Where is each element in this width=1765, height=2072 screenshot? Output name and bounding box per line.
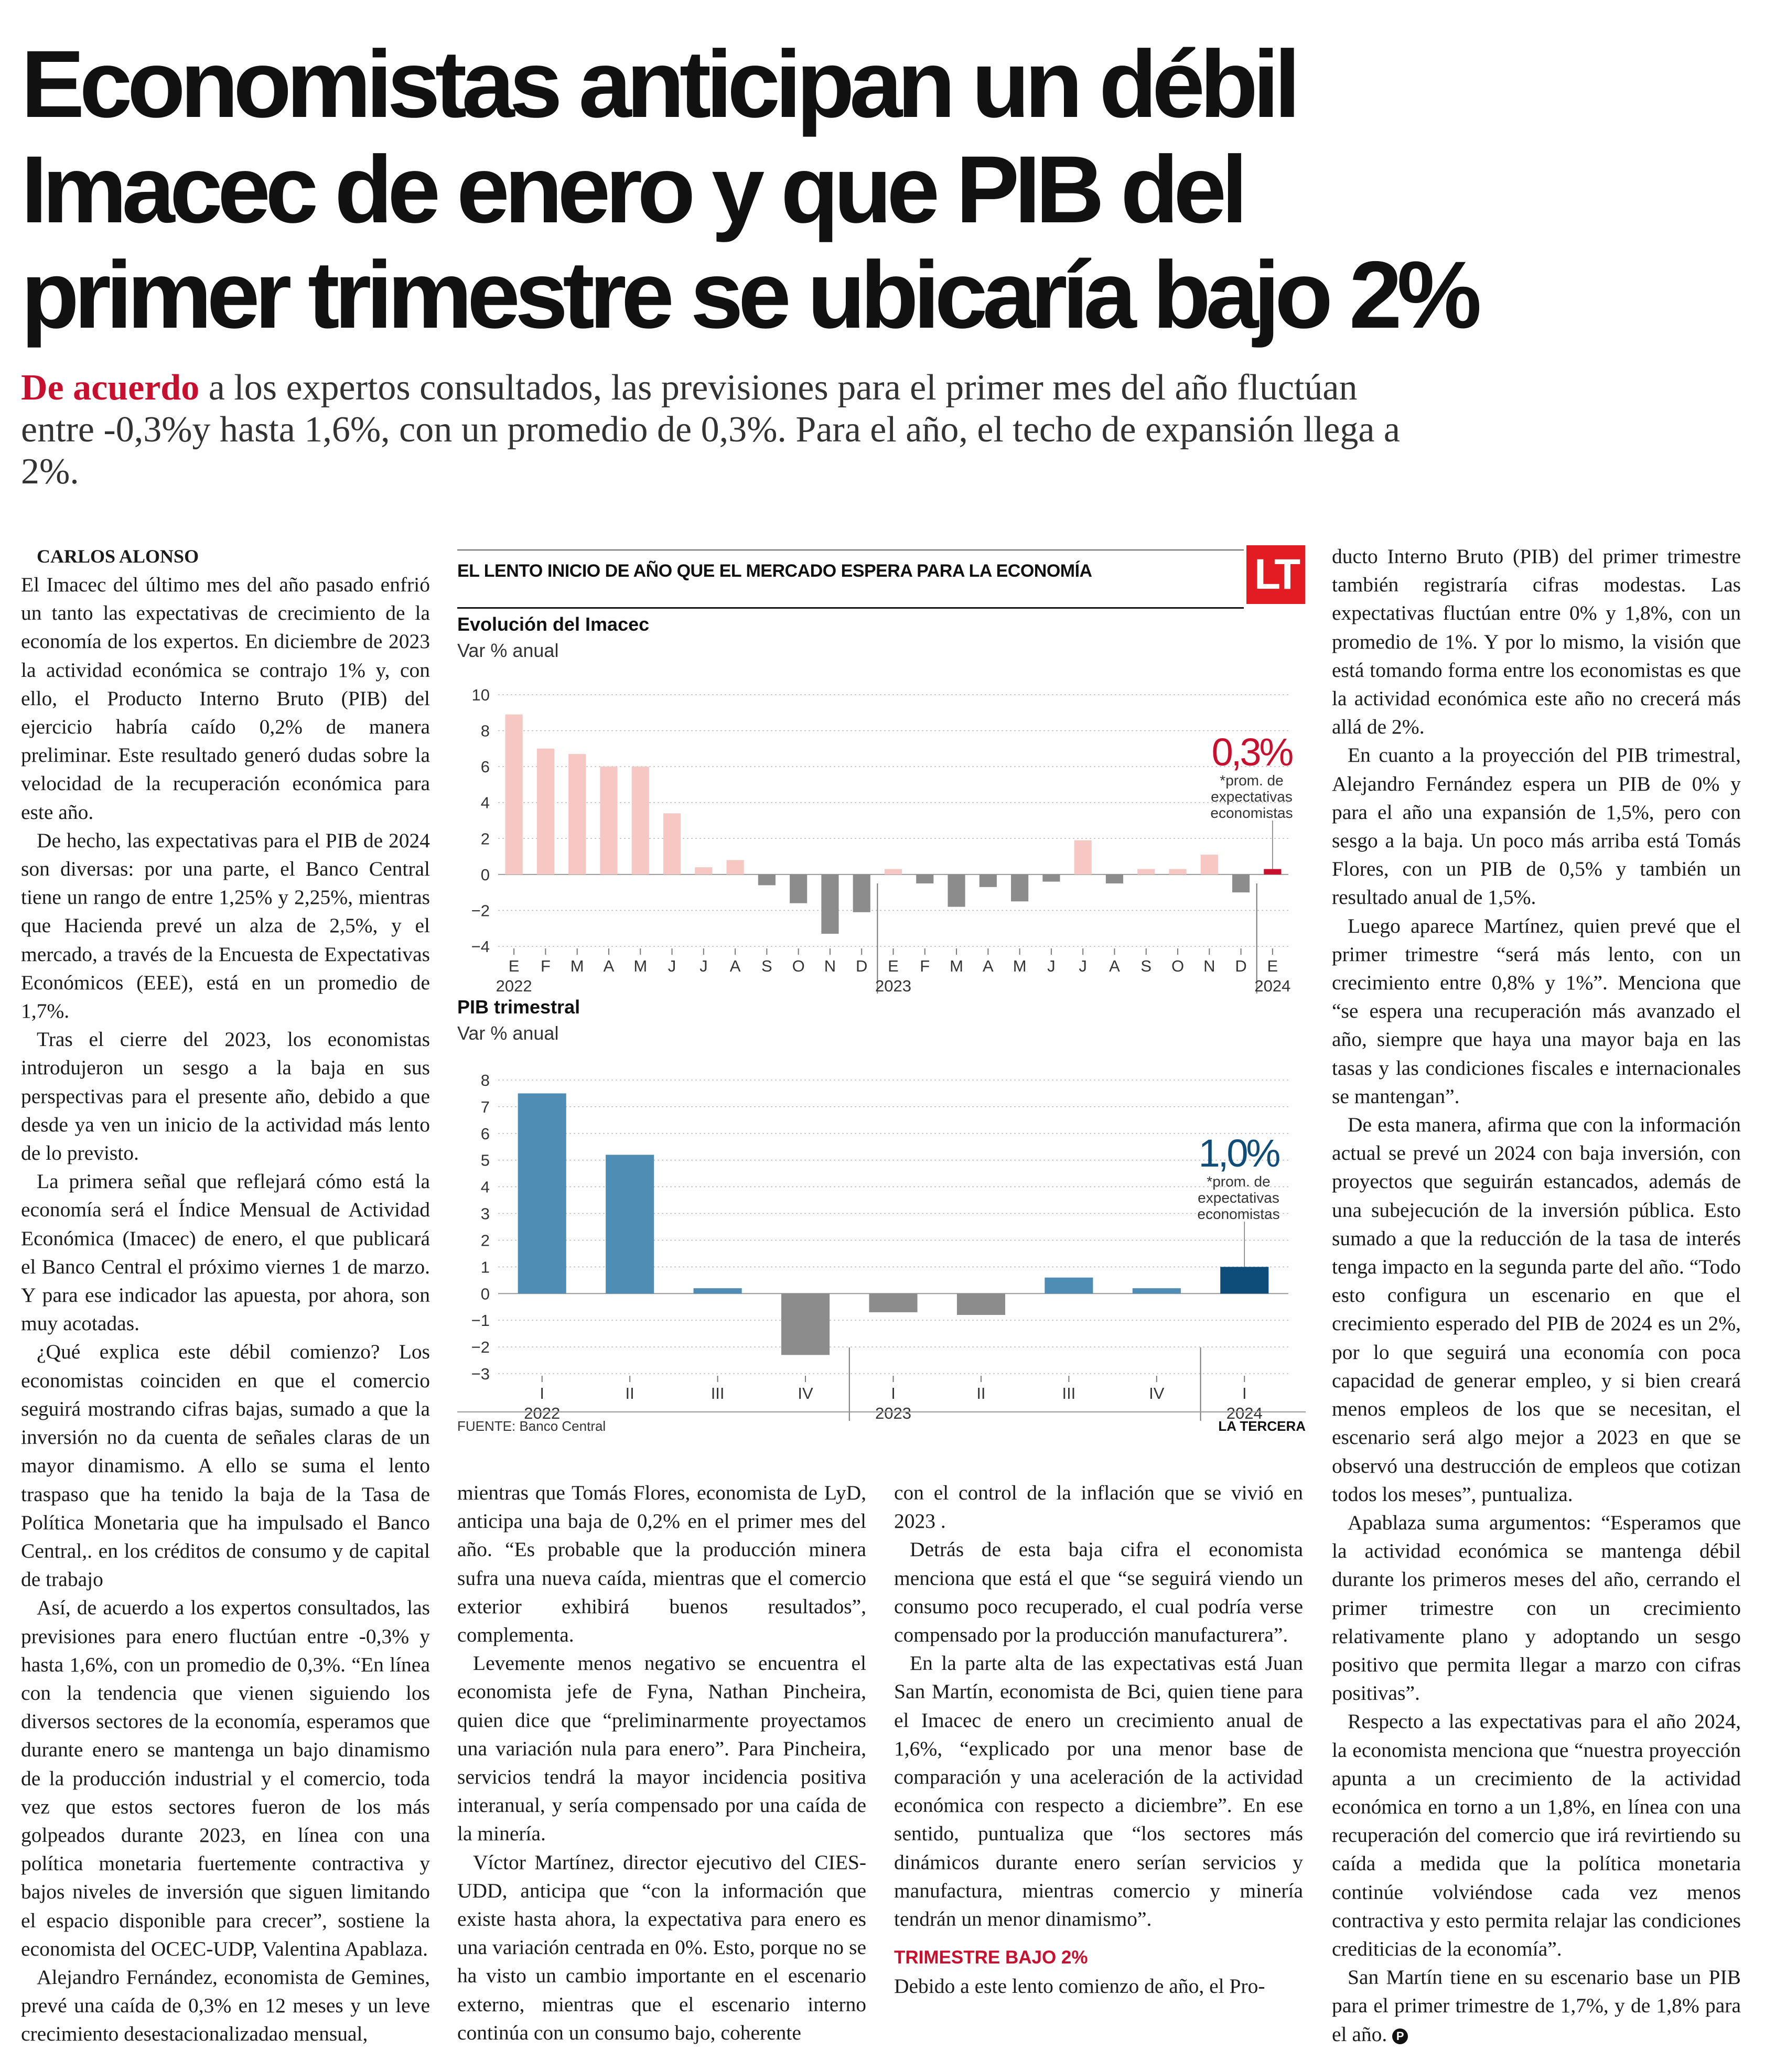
bar (694, 1288, 742, 1293)
pib-chart-title: PIB trimestral (457, 996, 580, 1018)
bar (758, 875, 776, 886)
y-tick-label: 4 (480, 793, 490, 812)
graphic-brand: LA TERCERA (1218, 1418, 1306, 1434)
paragraph: Respecto a las expectativas para el año 2024, la economista menciona que “nuestra proyección apunta a un crecimiento de la actividad económica en torno a un 1,8%, en línea con una recuperación del comercio que irá revirtiendo su caída a medida que la política monetaria continúe volviéndose cada vez menos contractiva y esto permita relajar las condiciones crediticias de la economía”. (1332, 1710, 1741, 1960)
annotation-note: *prom. de (1220, 772, 1284, 789)
bar (1045, 1278, 1093, 1294)
bar (1264, 869, 1281, 875)
x-tick-label: D (856, 957, 868, 975)
bar (727, 860, 744, 874)
bar (885, 869, 902, 875)
x-tick-label: I (1242, 1384, 1247, 1402)
annotation-value: 1,0% (1198, 1131, 1279, 1175)
paragraph: En la parte alta de las expectativas está Juan San Martín, economista de Bci, quien tiene para el Imacec de enero un crecimiento anual de 1,6%, “explicado por una menor base de comparación y una aceleración de la actividad económica con respecto a diciembre”. En ese sentido, puntualiza que “los sectores más dinámicos durante enero serían servicios y manufactura, mientras comercio y minería tendrán un menor dinamismo”. (894, 1652, 1303, 1931)
x-tick-label: A (982, 957, 994, 975)
y-tick-label: 2 (480, 829, 490, 848)
bar (948, 875, 965, 907)
y-tick-label: 1 (480, 1258, 490, 1277)
bar (537, 749, 554, 875)
year-label: 2022 (524, 1404, 561, 1422)
x-tick-label: J (1047, 957, 1056, 975)
paragraph: ducto Interno Bruto (PIB) del primer trimestre también registraría cifras modestas. Las expectativas fluctúan entre 0% y 1,8%, con un promedio de 1%. Y por lo mismo, la visión que está tomando forma entre los economistas es que la actividad económica este año no crecerá más allá de 2%. (1332, 545, 1741, 739)
paragraph: De esta manera, afirma que con la información actual se prevé un 2024 con baja inversión, con proyectos que seguirán estancados, además de una subejecución de la inversión pública. Esto sumado a que la reducción de la tasa de interés tenga impacto en la segunda parte del año. “Todo esto configura un escenario en que el crecimiento esperado del PIB de 2024 es un 2%, por lo que seguirá una economía con poca capacidad de generar empleo, y si bien creará menos empleos de los que se necesitan, el escenario será algo mejor a 2023 en que se observó una destrucción de empleos que cotizan todos los meses”, puntualiza. (1332, 1113, 1741, 1506)
paragraph: Levemente menos negativo se encuentra el economista jefe de Fyna, Nathan Pincheira, quien dice que “preliminarmente proyectamos una variación nula para enero”. Para Pincheira, servicios tendrá la mayor incidencia positiva interanual, y sería compensado por una caída de la minería. (457, 1652, 866, 1846)
annotation-note: expectativas (1211, 789, 1293, 805)
pib-chart (457, 1046, 1312, 1422)
y-tick-label: 0 (480, 1285, 490, 1303)
x-tick-label: E (888, 957, 899, 975)
bar (1169, 869, 1186, 875)
imacec-chart-ylabel: Var % anual (457, 640, 559, 661)
paragraph: mientras que Tomás Flores, economista de LyD, anticipa una baja de 0,2% en el primer mes del año. “Es probable que la producción minera sufra una nueva caída, mientras que el comercio exterior exhibirá buenos resultados”, complementa. (457, 1481, 866, 1647)
x-tick-label: S (1140, 957, 1152, 975)
deck-text: a los expertos consultados, las previsiones para el primer mes del año fluctúan entre -0,3%y hasta 1,6%, con un promedio de 0,3%. Para el año, el techo de expansión llega a 2%. (21, 368, 1400, 492)
bar (1106, 875, 1123, 883)
bar (1042, 875, 1060, 882)
bar (600, 767, 617, 875)
paragraph: Tras el cierre del 2023, los economistas introdujeron un sesgo a la baja en sus perspectivas para el presente año, debido a que desde ya ven un inicio de la actividad más lento de lo previsto. (21, 1028, 430, 1165)
imacec-chart (457, 663, 1312, 999)
paragraph: Alejandro Fernández, economista de Gemines, prevé una caída de 0,3% en 12 meses y un leve crecimiento desestacionalizadao mensual, (21, 1965, 430, 2046)
paragraph: La primera señal que reflejará cómo está la economía será el Índice Mensual de Actividad Económica (Imacec) de enero, el que publicará el Banco Central el próximo viernes 1 de marzo. Y para ese indicador las apuesta, por ahora, son muy acotadas. (21, 1170, 430, 1335)
annotation-note: economistas (1197, 1206, 1280, 1222)
graphic-top-rule (457, 549, 1244, 551)
bar (781, 1293, 830, 1355)
bar (663, 813, 681, 875)
y-tick-label: −4 (471, 937, 490, 956)
paragraph: ¿Qué explica este débil comienzo? Los economistas coinciden en que el comercio seguirá mostrando cifras bajas, sumado a que la inversión no da cuenta de señales claras de un mayor dinamismo. A ello se suma el lento traspaso que ha tenido la baja de la Tasa de Política Monetaria que ha impulsado el Banco Central,. en los créditos de consumo y de capital de trabajo (21, 1340, 430, 1591)
y-tick-label: 4 (480, 1178, 490, 1196)
graphic-bottom-rule (457, 1411, 1306, 1412)
y-tick-label: −2 (471, 1338, 490, 1357)
article-column-3 (894, 1479, 1303, 2000)
x-tick-label: F (540, 957, 551, 975)
x-tick-label: J (699, 957, 708, 975)
y-tick-label: 8 (480, 721, 490, 740)
x-tick-label: E (1267, 957, 1278, 975)
bar (1011, 875, 1028, 901)
bar (695, 867, 712, 875)
headline-line-1: Economistas anticipan un débil (21, 30, 1296, 137)
paragraph: Víctor Martínez, director ejecutivo del CIES-UDD, anticipa que “con la información que existe hasta ahora, la expectativa para enero es una variación centrada en 0%. Esto, porque no se ha visto un cambio importante en el escenario externo, mientras que el escenario interno continúa con un consumo bajo, coherente (457, 1850, 866, 2044)
bar (1137, 869, 1155, 875)
x-tick-label: A (603, 957, 615, 975)
subheading: TRIMESTRE BAJO 2% (894, 1947, 1088, 1968)
deck-lead: De acuerdo (21, 368, 200, 408)
y-tick-label: 10 (471, 686, 490, 704)
paragraph: Así, de acuerdo a los expertos consultados, las previsiones para enero fluctúan entre -0,3% y hasta 1,6%, con un promedio de 0,3%. “En línea con la tendencia que vienen siguiendo los diversos sectores de la economía, esperamos que durante enero se mantenga un bajo dinamismo de la producción industrial y el comercio, toda vez que estos sectores fueron de los más golpeados durante 2023, en línea con una política monetaria fuertemente contractiva y bajos niveles de inversión que siguen limitando el espacio disponible para crecer”, sostiene la economista del OCEC-UDP, Valentina Apablaza. (21, 1596, 430, 1960)
paragraph: Luego aparece Martínez, quien prevé que el primer trimestre “será más lento, con un crecimiento entre 0,8% y 1%”. Menciona que “se espera una recuperación más avanzado el año, siempre que haya una mayor baja en las tasas y las condiciones fiscales e internacionales se mantengan”. (1332, 914, 1741, 1108)
y-tick-label: 6 (480, 1124, 490, 1143)
x-tick-label: III (1062, 1384, 1076, 1402)
x-tick-label: M (1013, 957, 1027, 975)
graphic-source: FUENTE: Banco Central (457, 1418, 606, 1434)
graphic-title: EL LENTO INICIO DE AÑO QUE EL MERCADO ESPERA PARA LA ECONOMÍA (457, 561, 1092, 581)
y-tick-label: 7 (480, 1097, 490, 1116)
y-tick-label: −3 (471, 1365, 490, 1383)
paragraph: De hecho, las expectativas para el PIB de 2024 son diversas: por una parte, el Banco Central tiene un rango de entre 1,25% y 2,25%, mientras que Hacienda prevé un alza de 2,5%, y el mercado, a través de la Encuesta de Expectativas Económicos (EEE), está en un promedio de 1,7%. (21, 828, 430, 1023)
x-tick-label: A (729, 957, 741, 975)
x-tick-label: M (633, 957, 648, 975)
x-tick-label: O (1171, 957, 1185, 975)
paragraph: con el control de la inflación que se vivió en 2023 . (894, 1481, 1303, 1533)
year-label: 2023 (875, 977, 911, 995)
paragraph: Debido a este lento comienzo de año, el Pro- (894, 1974, 1265, 1998)
article-column-1 (21, 542, 430, 2048)
annotation-note: economistas (1210, 805, 1293, 821)
x-tick-label: E (508, 957, 520, 975)
bar (957, 1293, 1005, 1315)
bar (916, 875, 933, 883)
year-label: 2022 (496, 977, 532, 995)
year-label: 2024 (1226, 1404, 1263, 1422)
bar (518, 1093, 566, 1293)
paragraph: Apablaza suma argumentos: “Esperamos que la actividad económica se mantenga débil durante los primeros meses del año, cerrando el primer trimestre con un crecimiento relativamente plano y adoptando un sesgo positivo que permita llegar a marzo con cifras positivas”. (1332, 1510, 1741, 1705)
x-tick-label: I (891, 1384, 896, 1402)
y-tick-label: 8 (480, 1071, 490, 1089)
y-tick-label: 3 (480, 1204, 490, 1223)
x-tick-label: J (1079, 957, 1087, 975)
annotation-note: *prom. de (1207, 1173, 1271, 1190)
la-tercera-logo: LT (1246, 545, 1305, 604)
bar (1220, 1267, 1268, 1293)
bar (568, 754, 586, 875)
bar (1133, 1288, 1181, 1293)
y-tick-label: 0 (480, 865, 490, 884)
paragraph: Detrás de esta baja cifra el economista menciona que está el que “se seguirá viendo un consumo poco recuperado, el cual podría verse compensado por la producción manufacturera”. (894, 1538, 1303, 1647)
article-column-2 (457, 1479, 866, 2047)
deck (21, 367, 1437, 493)
bar (1074, 840, 1092, 875)
bar (505, 715, 523, 875)
headline-line-3: primer trimestre se ubicaría bajo 2% (21, 241, 1477, 348)
paragraph: En cuanto a la proyección del PIB trimestral, Alejandro Fernández espera un PIB de 0% y para el año una expansión de 1,5%, pero con sesgo a la baja. Un poco más arriba está Tomás Flores, con un PIB de 0,5% y también un resultado anual de 1,5%. (1332, 743, 1741, 909)
bar (1201, 855, 1218, 875)
x-tick-label: F (920, 957, 930, 975)
y-tick-label: 5 (480, 1151, 490, 1170)
x-tick-label: D (1235, 957, 1247, 975)
paragraph (1332, 1963, 1741, 2048)
y-tick-label: 2 (480, 1231, 490, 1250)
x-tick-label: M (950, 957, 963, 975)
bar (980, 875, 997, 887)
bar (821, 875, 838, 934)
bar (869, 1293, 917, 1312)
bar (853, 875, 870, 912)
y-tick-label: −2 (471, 901, 490, 920)
x-tick-label: IV (798, 1384, 813, 1402)
x-tick-label: N (824, 957, 836, 975)
byline: CARLOS ALONSO (37, 546, 199, 567)
x-tick-label: M (570, 957, 584, 975)
headline-line-2: Imacec de enero y que PIB del (21, 136, 1243, 243)
imacec-chart-title: Evolución del Imacec (457, 613, 650, 635)
bar (606, 1155, 654, 1294)
x-tick-label: A (1109, 957, 1120, 975)
x-tick-label: II (976, 1384, 986, 1402)
graphic-title-rule (457, 607, 1244, 609)
year-label: 2023 (875, 1404, 911, 1422)
x-tick-label: S (761, 957, 772, 975)
x-tick-label: J (668, 957, 676, 975)
article-column-4 (1332, 542, 1741, 2048)
paragraph: El Imacec del último mes del año pasado enfrió un tanto las expectativas de crecimiento de la economía de los expertos. En diciembre de 2023 la actividad económica se contrajo 1% y, con ello, el Producto Interno Bruto (PIB) del ejercicio habría caído 0,2% de manera preliminar. Este resultado generó dudas sobre la velocidad de la recuperación económica para este año. (21, 573, 430, 824)
year-label: 2024 (1254, 977, 1291, 995)
end-mark-icon: P (1392, 2028, 1408, 2044)
x-tick-label: IV (1149, 1384, 1165, 1402)
y-tick-label: −1 (471, 1311, 490, 1330)
infographic (457, 545, 1312, 1437)
bar (632, 767, 649, 875)
annotation-value: 0,3% (1211, 730, 1292, 774)
annotation-note: expectativas (1198, 1190, 1279, 1206)
x-tick-label: III (711, 1384, 725, 1402)
paragraph-text: San Martín tiene en su escenario base un PIB para el primer trimestre de 1,7%, y de 1,8% para el año. (1332, 1966, 1741, 2046)
headline (21, 30, 1477, 348)
x-tick-label: II (625, 1384, 634, 1402)
x-tick-label: O (792, 957, 805, 975)
pib-chart-ylabel: Var % anual (457, 1022, 559, 1044)
x-tick-label: N (1203, 957, 1215, 975)
x-tick-label: I (540, 1384, 545, 1402)
y-tick-label: 6 (480, 758, 490, 776)
bar (1232, 875, 1250, 892)
bar (790, 875, 807, 903)
